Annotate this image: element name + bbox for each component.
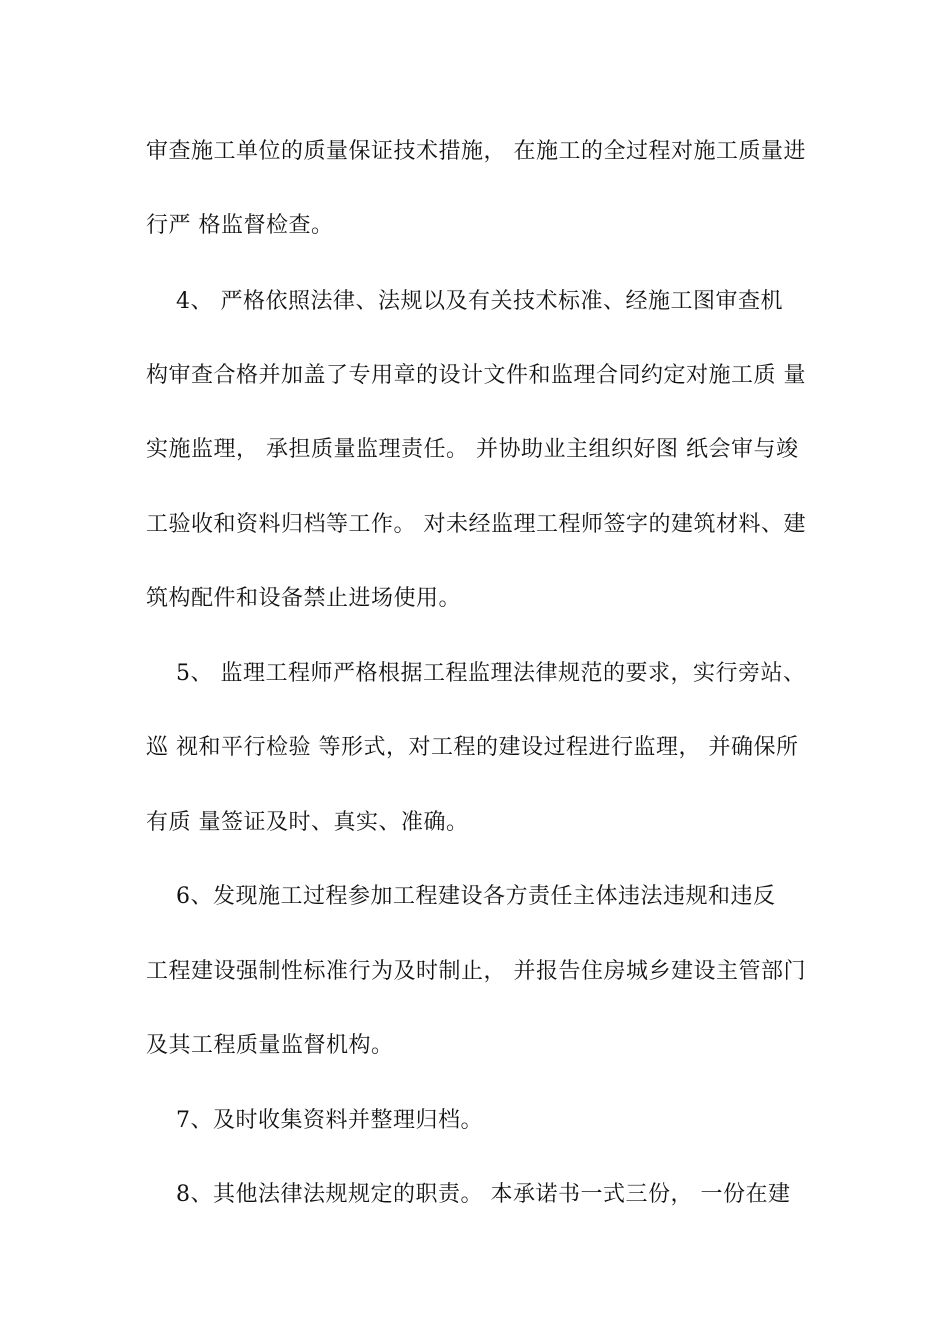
text-line-5: 实施监理， 承担质量监理责任。 并协助业主组织好图 纸会审与竣 — [146, 437, 799, 462]
text-line-6: 工验收和资料归档等工作。 对未经监理工程师签字的建筑材料、建 — [146, 512, 806, 537]
text-line-15: 8、其他法律法规规定的职责。 本承诺书一式三份， 一份在建 — [146, 1182, 791, 1207]
text-line-11: 6、发现施工过程参加工程建设各方责任主体违法违规和违反 — [146, 884, 776, 909]
text-line-9: 巡 视和平行检验 等形式，对工程的建设过程进行监理， 并确保所 — [146, 735, 799, 760]
text-line-4: 构审查合格并加盖了专用章的设计文件和监理合同约定对施工质 量 — [146, 363, 806, 388]
text-line-8: 5、 监理工程师严格根据工程监理法律规范的要求，实行旁站、 — [146, 661, 806, 686]
text-line-13: 及其工程质量监督机构。 — [146, 1033, 394, 1058]
text-line-2: 行严 格监督检查。 — [146, 213, 334, 238]
text-line-10: 有质 量签证及时、真实、准确。 — [146, 810, 469, 835]
text-line-7: 筑构配件和设备禁止进场使用。 — [146, 586, 462, 611]
text-line-1: 审查施工单位的质量保证技术措施， 在施工的全过程对施工质量进 — [146, 139, 806, 164]
text-line-12: 工程建设强制性标准行为及时制止， 并报告住房城乡建设主管部门 — [146, 959, 806, 984]
text-line-14: 7、及时收集资料并整理归档。 — [146, 1108, 483, 1133]
text-line-3: 4、 严格依照法律、法规以及有关技术标准、经施工图审查机 — [146, 289, 783, 314]
